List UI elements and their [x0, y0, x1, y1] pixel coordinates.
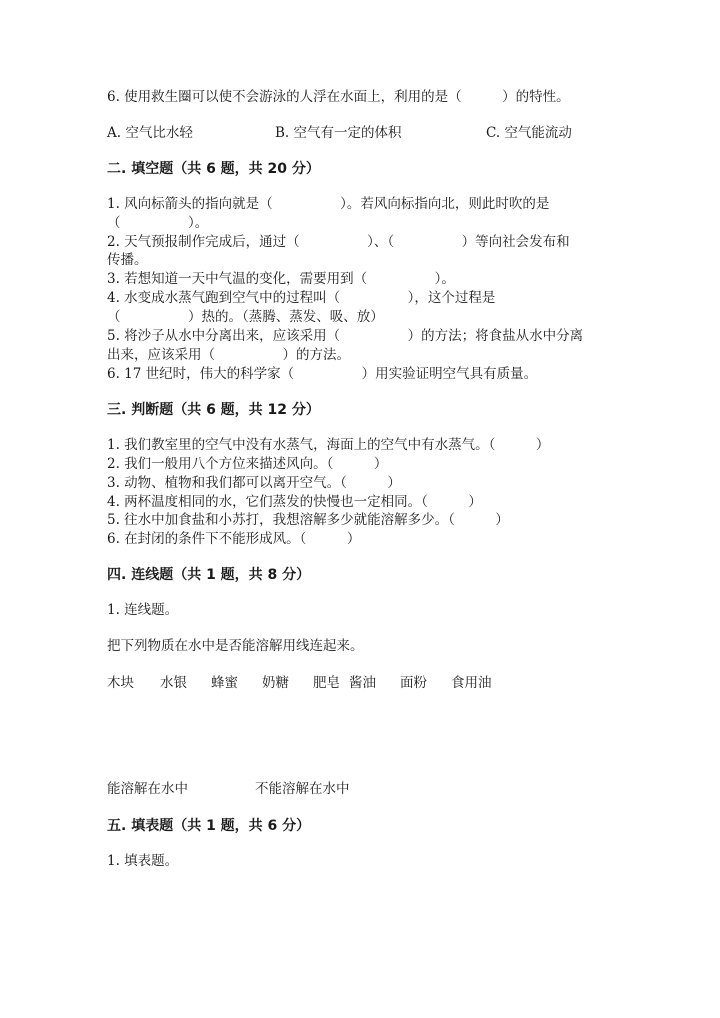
fill-in-line: （ ）。: [107, 215, 209, 231]
fill-in-line: 传播。: [107, 252, 148, 268]
matching-instruction: 把下列物质在水中是否能溶解用线连起来。: [107, 638, 364, 654]
section-heading-table: 五. 填表题（共 1 题，共 6 分）: [107, 818, 311, 834]
true-false-line: 3. 动物、植物和我们都可以离开空气。（ ）: [107, 475, 401, 491]
section-heading-true-false: 三. 判断题（共 6 题，共 12 分）: [107, 402, 320, 418]
category-insoluble: 不能溶解在水中: [255, 781, 350, 797]
substance-item: 肥皂: [313, 675, 340, 691]
true-false-line: 2. 我们一般用八个方位来描述风向。（ ）: [107, 456, 388, 472]
fill-in-line: 2. 天气预报制作完成后，通过（ ）、（ ）等向社会发布和: [107, 234, 570, 250]
category-soluble: 能溶解在水中: [107, 781, 188, 797]
substance-item: 蜂蜜: [211, 675, 238, 691]
fill-in-line: 6. 17 世纪时，伟大的科学家（ ）用实验证明空气具有质量。: [107, 366, 538, 382]
substance-item: 奶糖: [262, 675, 289, 691]
fill-in-line: 3. 若想知道一天中气温的变化，需要用到（ ）。: [107, 271, 455, 287]
true-false-line: 5. 往水中加食盐和小苏打，我想溶解多少就能溶解多少。（ ）: [107, 512, 509, 528]
substance-item: 酱油: [349, 675, 376, 691]
q6-stem: 6. 使用救生圈可以使不会游泳的人浮在水面上，利用的是（ ）的特性。: [107, 89, 570, 105]
fill-in-line: 1. 风向标箭头的指向就是（ ）。若风向标指向北，则此时吹的是: [107, 196, 550, 212]
substance-item: 面粉: [400, 675, 427, 691]
fill-in-line: 5. 将沙子从水中分离出来，应该采用（ ）的方法；将食盐从水中分离: [107, 328, 584, 344]
matching-question: 1. 连线题。: [107, 602, 179, 618]
substance-item: 水银: [160, 675, 187, 691]
true-false-line: 1. 我们教室里的空气中没有水蒸气，海面上的空气中有水蒸气。（ ）: [107, 437, 550, 453]
q6-option-b: B. 空气有一定的体积: [275, 125, 402, 141]
true-false-line: 6. 在封闭的条件下不能形成风。（ ）: [107, 531, 361, 547]
substance-item: 木块: [107, 675, 134, 691]
fill-in-line: 出来，应该采用（ ）的方法。: [107, 347, 350, 363]
substance-item: 食用油: [451, 675, 492, 691]
fill-in-line: （ ）热的。（蒸腾、蒸发、吸、放）: [107, 309, 384, 325]
fill-in-line: 4. 水变成水蒸气跑到空气中的过程叫（ ），这个过程是: [107, 290, 496, 306]
table-question: 1. 填表题。: [107, 853, 179, 869]
section-heading-fill-in: 二. 填空题（共 6 题，共 20 分）: [107, 161, 320, 177]
q6-option-c: C. 空气能流动: [486, 125, 572, 141]
q6-option-a: A. 空气比水轻: [107, 125, 193, 141]
section-heading-matching: 四. 连线题（共 1 题，共 8 分）: [107, 567, 311, 583]
true-false-line: 4. 两杯温度相同的水，它们蒸发的快慢也一定相同。（ ）: [107, 494, 482, 510]
